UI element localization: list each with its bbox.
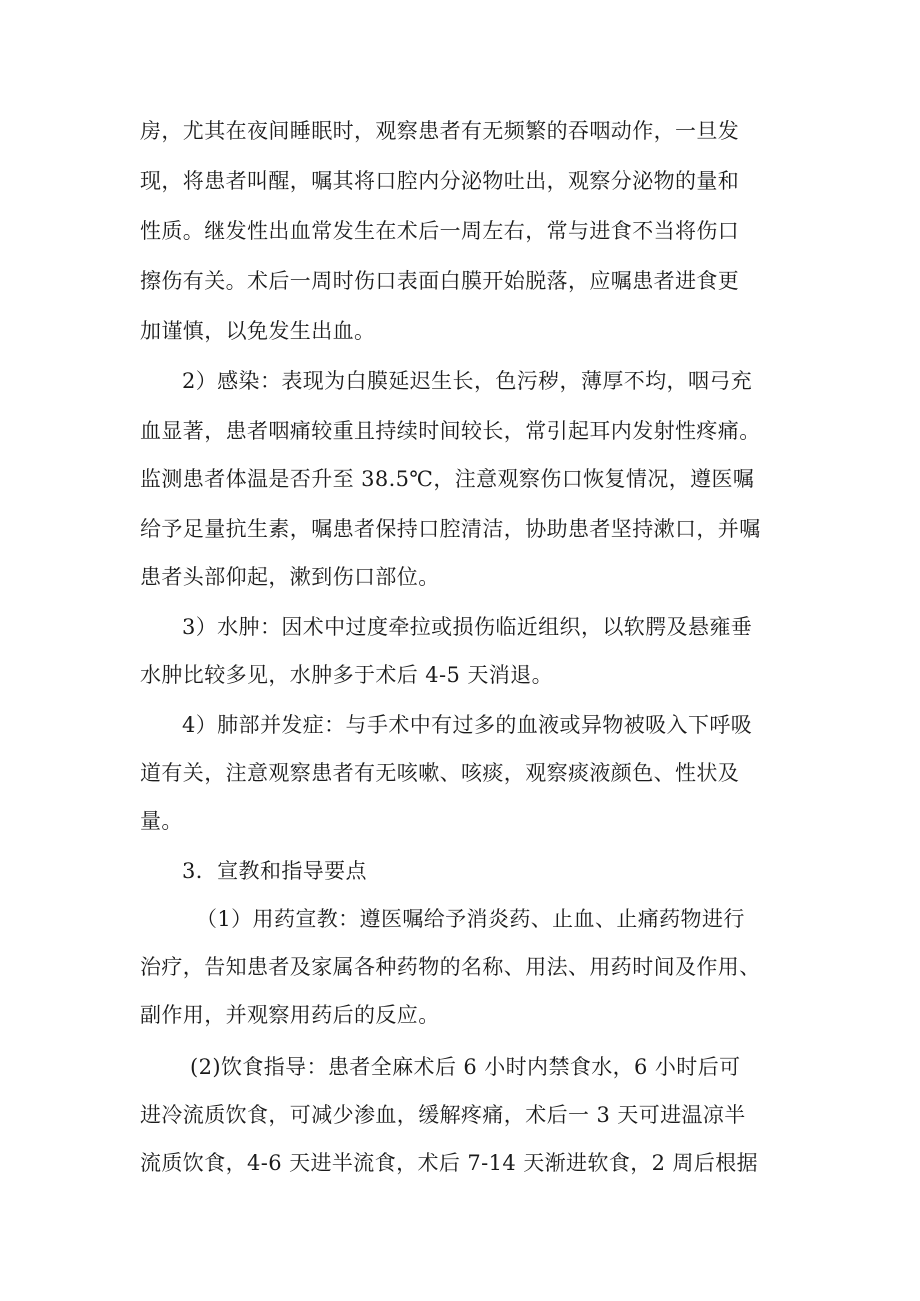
text-line: 4）肺部并发症：与手术中有过多的血液或异物被吸入下呼吸 xyxy=(182,713,753,737)
text-line: 副作用，并观察用药后的反应。 xyxy=(140,1003,440,1027)
text-line: 现，将患者叫醒，嘱其将口腔内分泌物吐出，观察分泌物的量和 xyxy=(140,169,740,193)
text-line: 擦伤有关。术后一周时伤口表面白膜开始脱落，应嘱患者进食更 xyxy=(140,269,740,293)
text-line: 监测患者体温是否升至 38.5℃，注意观察伤口恢复情况，遵医嘱 xyxy=(140,467,755,491)
text-line: 3）水肿：因术中过度牵拉或损伤临近组织，以软腭及悬雍垂 xyxy=(182,615,753,639)
text-line: （1）用药宣教：遵医嘱给予消炎药、止血、止痛药物进行 xyxy=(196,907,745,931)
text-line: 给予足量抗生素，嘱患者保持口腔清洁，协助患者坚持漱口，并嘱 xyxy=(140,517,761,541)
section-heading: 3．宣教和指导要点 xyxy=(182,859,367,883)
text-line: 进冷流质饮食，可减少渗血，缓解疼痛，术后一 3 天可进温凉半 xyxy=(140,1103,746,1127)
text-line: 水肿比较多见，水肿多于术后 4-5 天消退。 xyxy=(140,663,553,687)
text-line: 加谨慎，以免发生出血。 xyxy=(140,319,376,343)
text-line: 性质。继发性出血常发生在术后一周左右，常与进食不当将伤口 xyxy=(140,219,740,243)
text-line: 血显著，患者咽痛较重且持续时间较长，常引起耳内发射性疼痛。 xyxy=(140,419,761,443)
text-line: 2）感染：表现为白膜延迟生长，色污秽，薄厚不均，咽弓充 xyxy=(182,369,753,393)
text-line: 患者头部仰起，漱到伤口部位。 xyxy=(140,565,440,589)
text-line: (2)饮食指导：患者全麻术后 6 小时内禁食水，6 小时后可 xyxy=(190,1055,741,1079)
text-line: 房，尤其在夜间睡眠时，观察患者有无频繁的吞咽动作，一旦发 xyxy=(140,119,740,143)
text-line: 治疗，告知患者及家属各种药物的名称、用法、用药时间及作用、 xyxy=(140,955,761,979)
text-line: 道有关，注意观察患者有无咳嗽、咳痰，观察痰液颜色、性状及 xyxy=(140,761,740,785)
text-line: 流质饮食，4-6 天进半流食，术后 7-14 天渐进软食，2 周后根据 xyxy=(140,1151,759,1175)
text-line: 量。 xyxy=(140,809,183,833)
